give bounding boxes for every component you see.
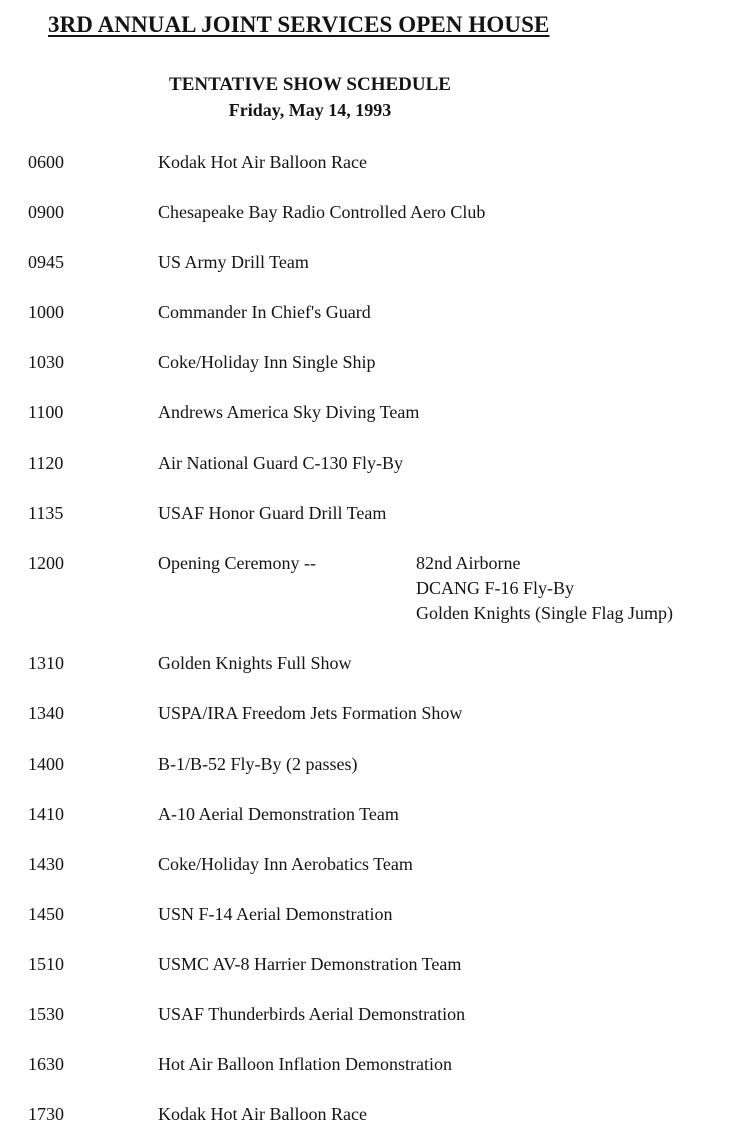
row-event: Chesapeake Bay Radio Controlled Aero Club bbox=[158, 202, 486, 222]
ceremony-subitem: 82nd Airborne bbox=[416, 553, 521, 573]
row-time: 1310 bbox=[28, 653, 64, 673]
ceremony-subitem: DCANG F-16 Fly-By bbox=[416, 578, 575, 598]
row-time: 1510 bbox=[28, 954, 64, 974]
schedule-row bbox=[0, 1054, 736, 1082]
row-event: Opening Ceremony -- bbox=[158, 553, 316, 573]
row-event: Kodak Hot Air Balloon Race bbox=[158, 152, 367, 172]
schedule-row bbox=[0, 904, 736, 932]
row-event: Coke/Holiday Inn Aerobatics Team bbox=[158, 854, 413, 874]
row-time: 1120 bbox=[28, 453, 64, 473]
row-time: 0945 bbox=[28, 252, 64, 272]
schedule-row bbox=[0, 352, 736, 380]
row-event: B-1/B-52 Fly-By (2 passes) bbox=[158, 754, 358, 774]
schedule-row bbox=[0, 653, 736, 681]
row-event: A-10 Aerial Demonstration Team bbox=[158, 804, 399, 824]
schedule-row bbox=[0, 453, 736, 481]
schedule-row bbox=[0, 1104, 736, 1132]
row-event: Kodak Hot Air Balloon Race bbox=[158, 1104, 367, 1124]
row-event: USN F-14 Aerial Demonstration bbox=[158, 904, 393, 924]
schedule-row bbox=[0, 152, 736, 180]
row-time: 1340 bbox=[28, 703, 64, 723]
schedule-row bbox=[0, 954, 736, 982]
schedule-row bbox=[0, 202, 736, 230]
row-time: 0900 bbox=[28, 202, 64, 222]
row-event: US Army Drill Team bbox=[158, 252, 309, 272]
schedule-row bbox=[0, 503, 736, 531]
row-time: 1135 bbox=[28, 503, 64, 523]
schedule-row bbox=[0, 402, 736, 430]
row-event: USAF Honor Guard Drill Team bbox=[158, 503, 387, 523]
schedule-row bbox=[0, 553, 736, 623]
row-time: 1400 bbox=[28, 754, 64, 774]
row-event: USPA/IRA Freedom Jets Formation Show bbox=[158, 703, 463, 723]
row-time: 1430 bbox=[28, 854, 64, 874]
ceremony-subitem: Golden Knights (Single Flag Jump) bbox=[416, 603, 673, 623]
schedule-row bbox=[0, 703, 736, 731]
schedule-row bbox=[0, 302, 736, 330]
schedule-subtitle: TENTATIVE SHOW SCHEDULE bbox=[169, 74, 451, 95]
schedule-date: Friday, May 14, 1993 bbox=[228, 100, 392, 120]
row-event: Hot Air Balloon Inflation Demonstration bbox=[158, 1054, 452, 1074]
row-event: Coke/Holiday Inn Single Ship bbox=[158, 352, 376, 372]
row-event: USMC AV-8 Harrier Demonstration Team bbox=[158, 954, 462, 974]
row-time: 1450 bbox=[28, 904, 64, 924]
row-time: 1100 bbox=[28, 402, 64, 422]
row-time: 0600 bbox=[28, 152, 64, 172]
row-event: Andrews America Sky Diving Team bbox=[158, 402, 420, 422]
schedule-row bbox=[0, 854, 736, 882]
row-event: Golden Knights Full Show bbox=[158, 653, 352, 673]
row-time: 1530 bbox=[28, 1004, 64, 1024]
row-time: 1000 bbox=[28, 302, 64, 322]
row-time: 1630 bbox=[28, 1054, 64, 1074]
row-time: 1410 bbox=[28, 804, 64, 824]
document-title: 3RD ANNUAL JOINT SERVICES OPEN HOUSE bbox=[48, 12, 550, 37]
row-time: 1730 bbox=[28, 1104, 64, 1124]
schedule-row bbox=[0, 252, 736, 280]
row-event: USAF Thunderbirds Aerial Demonstration bbox=[158, 1004, 466, 1024]
row-time: 1200 bbox=[28, 553, 64, 573]
row-time: 1030 bbox=[28, 352, 64, 372]
schedule-row bbox=[0, 754, 736, 782]
schedule-row bbox=[0, 804, 736, 832]
schedule-row bbox=[0, 1004, 736, 1032]
row-event: Commander In Chief's Guard bbox=[158, 302, 371, 322]
row-event: Air National Guard C-130 Fly-By bbox=[158, 453, 403, 473]
